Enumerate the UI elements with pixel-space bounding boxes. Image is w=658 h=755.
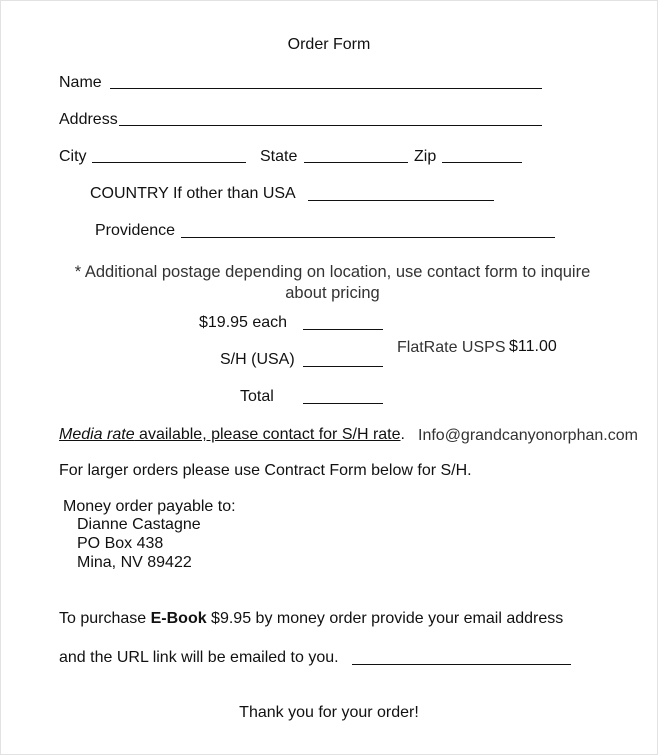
total-label: Total xyxy=(240,388,274,405)
name-field[interactable] xyxy=(110,88,542,89)
ebook-email-text: and the URL link will be emailed to you. xyxy=(59,649,339,666)
sh-label: S/H (USA) xyxy=(220,351,295,368)
media-rate-period: . xyxy=(400,426,405,443)
quantity-field[interactable] xyxy=(303,329,383,330)
contact-email[interactable]: Info@grandcanyonorphan.com xyxy=(418,427,638,444)
ebook-bold: E-Book xyxy=(150,610,207,627)
country-field[interactable] xyxy=(308,200,494,201)
page-title: Order Form xyxy=(287,36,371,53)
ebook-email-field[interactable] xyxy=(352,664,571,665)
payee-city: Mina, NV 89422 xyxy=(77,554,192,571)
address-label: Address xyxy=(59,111,118,128)
payee-po-box: PO Box 438 xyxy=(77,535,164,552)
country-label: COUNTRY If other than USA xyxy=(90,185,296,202)
zip-label: Zip xyxy=(414,148,437,165)
state-label: State xyxy=(260,148,298,165)
flatrate-price: $11.00 xyxy=(509,338,557,355)
sh-field[interactable] xyxy=(303,366,383,367)
address-field[interactable] xyxy=(119,125,542,126)
city-label: City xyxy=(59,148,87,165)
media-rate-text xyxy=(59,425,405,445)
media-rate-link[interactable] xyxy=(59,426,401,443)
flatrate-label: FlatRate USPS xyxy=(397,339,506,356)
media-rate-italic: Media rate xyxy=(59,426,135,443)
state-field[interactable] xyxy=(304,162,408,163)
total-field[interactable] xyxy=(303,403,383,404)
zip-field[interactable] xyxy=(442,162,522,163)
each-price-label: $19.95 each xyxy=(199,314,288,331)
name-label: Name xyxy=(59,74,102,91)
ebook-prefix: To purchase xyxy=(59,610,151,627)
providence-label: Providence xyxy=(95,222,176,239)
ebook-suffix: $9.95 by money order provide your email address xyxy=(206,610,564,627)
larger-orders-note: For larger orders please use Contract Form below for S/H. xyxy=(59,462,472,479)
thank-you-note: Thank you for your order! xyxy=(239,704,419,721)
payment-heading: Money order payable to: xyxy=(63,498,236,515)
city-field[interactable] xyxy=(92,162,246,163)
providence-field[interactable] xyxy=(181,237,555,238)
payee-name: Dianne Castagne xyxy=(77,516,201,533)
postage-note: * Additional postage depending on location, use contact form to inquire about pricing xyxy=(74,263,591,302)
ebook-text xyxy=(59,609,563,629)
media-rate-rest: available, please contact for S/H rate xyxy=(134,426,401,443)
